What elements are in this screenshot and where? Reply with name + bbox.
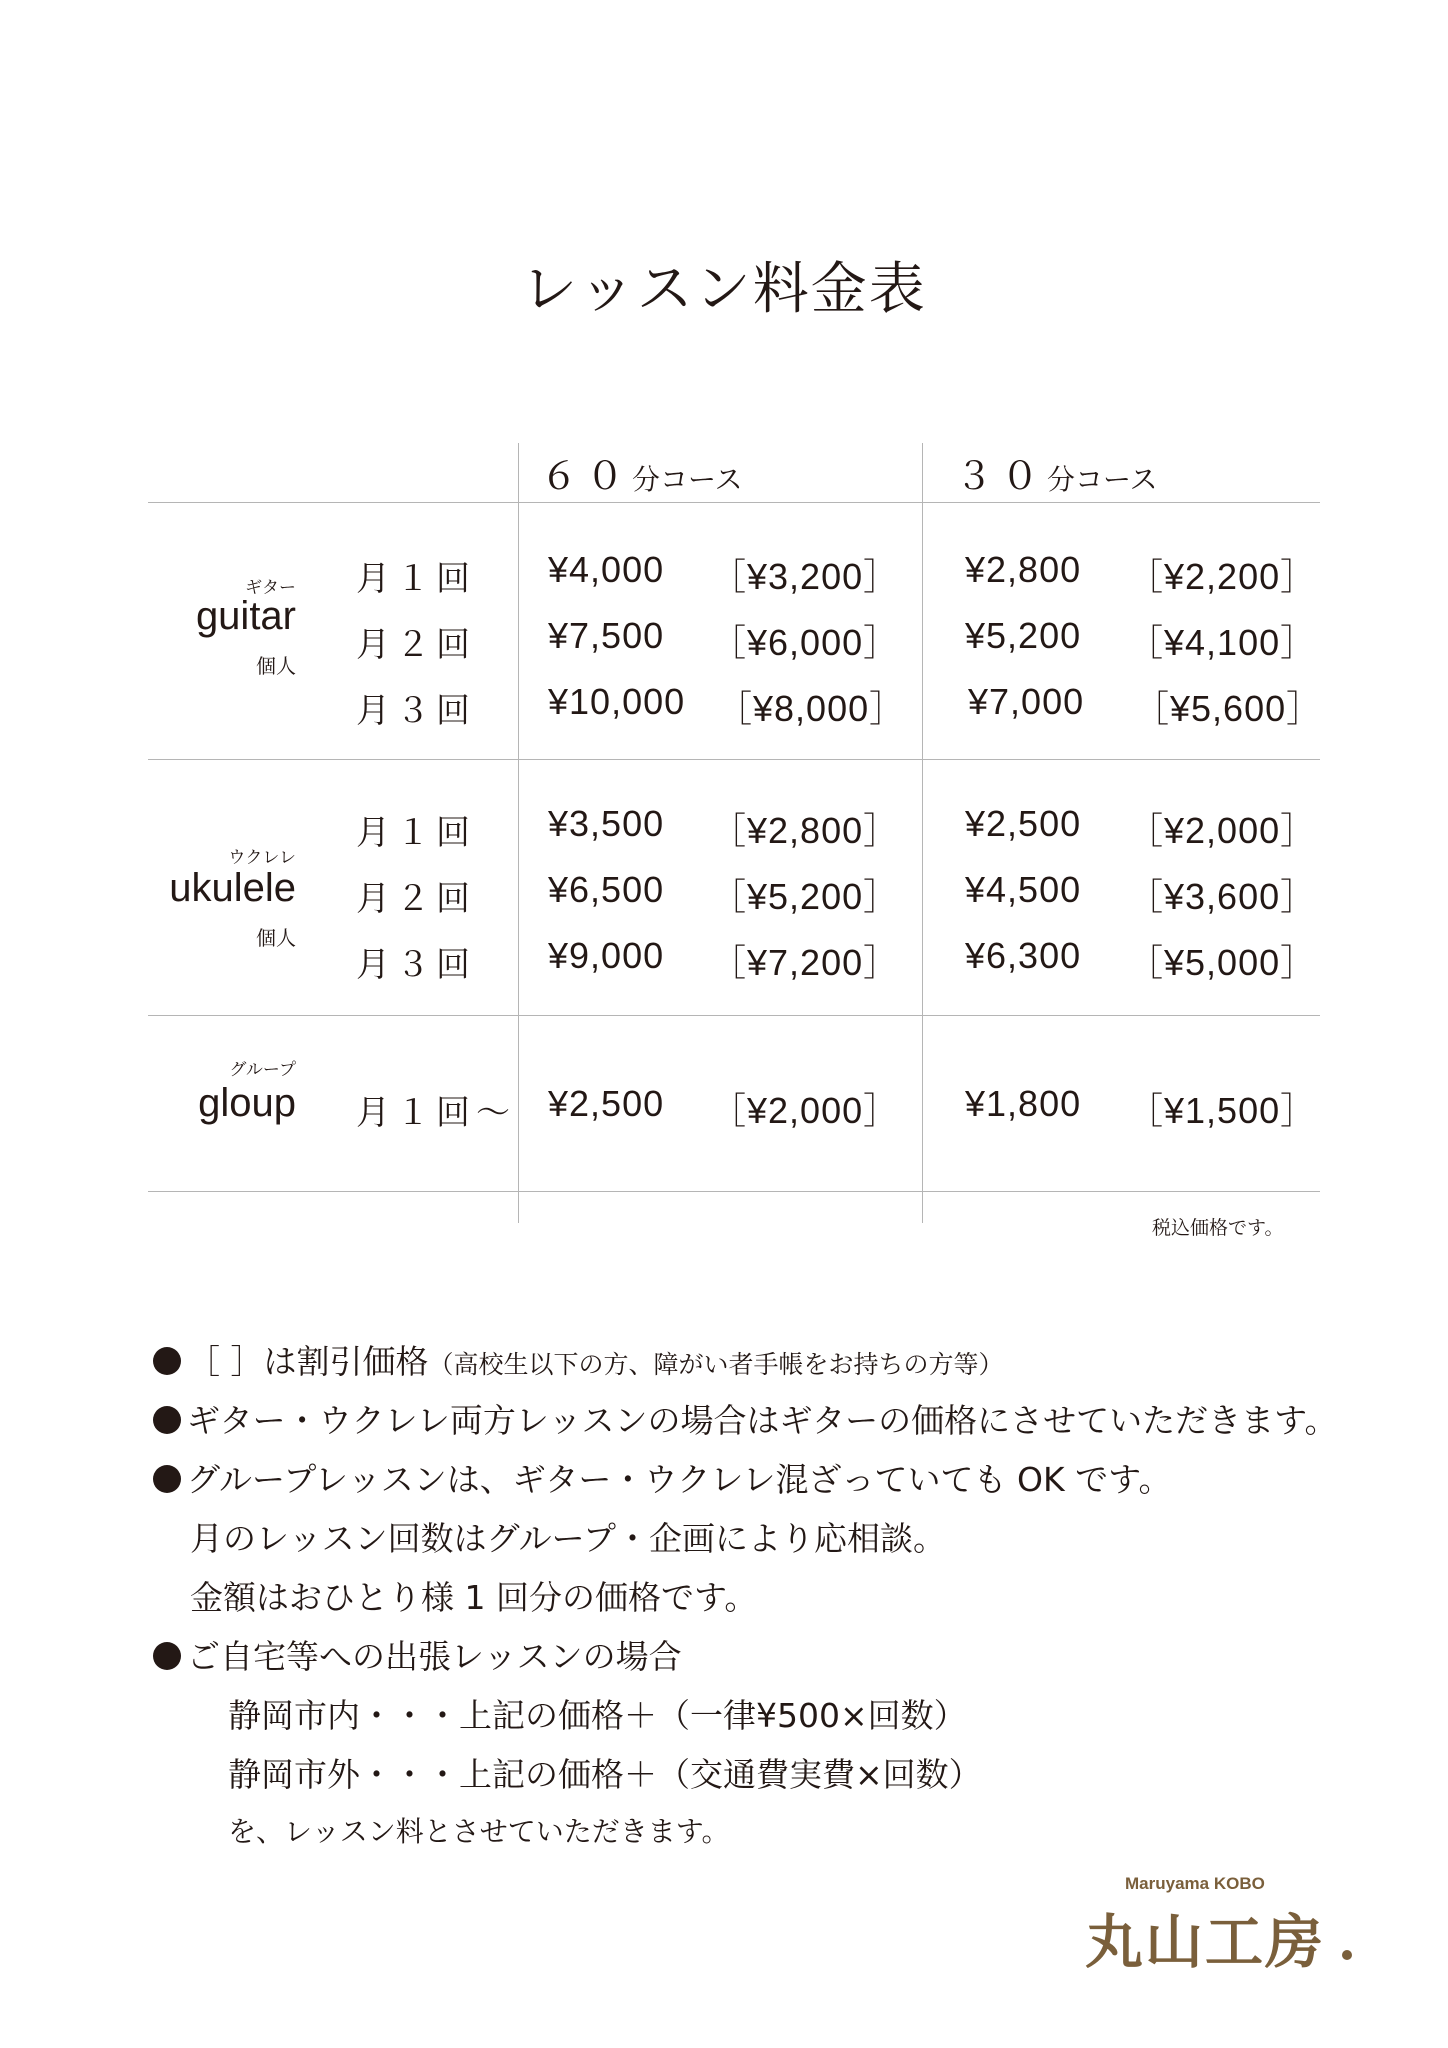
guitar-individual-label: 個人 [256,654,296,678]
note-group-lesson-text: グループレッスンは、ギター・ウクレレ混ざっていても OK です。 [187,1460,1172,1499]
note-discount [153,1336,1004,1383]
guitar-1-price-30: ¥2,800 [965,549,1082,590]
guitar-1-discount-60: ［¥3,200］ [710,556,901,597]
group-discount-30: ［¥1,500］ [1127,1090,1318,1131]
ukulele-freq-2: 月２回 [356,879,476,919]
note-home-visit-outside-city: 静岡市外・・・上記の価格＋（交通費実費×回数） [228,1755,982,1794]
guitar-2-discount-30: ［¥4,100］ [1127,622,1318,663]
table-rule-bottom [148,1191,1320,1192]
note-home-visit-closing: を、レッスン料とさせていただきます。 [228,1815,730,1848]
note-discount-detail: （高校生以下の方、障がい者手帳をお持ちの方等） [428,1350,1004,1379]
guitar-2-discount-60: ［¥6,000］ [710,622,901,663]
logo-dot [1342,1950,1352,1960]
ukulele-3-price-30: ¥6,300 [965,935,1082,976]
column-header-60min [540,445,743,500]
ukulele-3-discount-60: ［¥7,200］ [710,942,901,983]
guitar-1-price-60: ¥4,000 [548,549,665,590]
ukulele-freq-3: 月３回 [356,945,476,985]
bullet-icon [153,1465,181,1493]
ukulele-2-discount-30: ［¥3,600］ [1127,876,1318,917]
column-header-30min [955,445,1158,500]
guitar-ruby: ギター [245,578,296,598]
bullet-icon [153,1347,181,1375]
group-price-30: ¥1,800 [965,1083,1082,1124]
ukulele-freq-1: 月１回 [356,813,476,853]
bullet-icon [153,1642,181,1670]
note-both-instruments-text: ギター・ウクレレ両方レッスンの場合はギターの価格にさせていただきます。 [187,1401,1338,1440]
guitar-3-discount-30: ［¥5,600］ [1133,688,1324,729]
guitar-label: guitar [195,594,296,638]
guitar-freq-3: 月３回 [356,691,476,731]
column-header-60min-label: 分コース [632,463,743,496]
column-header-30min-number: ３０ [955,454,1048,498]
table-rule-ukulele [148,1015,1320,1016]
ukulele-2-price-60: ¥6,500 [548,869,665,910]
ukulele-ruby: ウクレレ [228,848,296,868]
column-header-30min-label: 分コース [1047,463,1158,496]
note-home-visit-inside-city: 静岡市内・・・上記の価格＋（一律¥500×回数） [228,1696,967,1735]
ukulele-2-price-30: ¥4,500 [965,869,1082,910]
note-home-visit-text: ご自宅等への出張レッスンの場合 [187,1637,682,1676]
note-group-lesson-line2: 月のレッスン回数はグループ・企画により応相談。 [190,1519,947,1558]
group-label: gloup [198,1081,296,1125]
group-discount-60: ［¥2,000］ [710,1090,901,1131]
page-title: レッスン料金表 [521,257,927,322]
table-divider-right [922,443,923,1223]
table-divider-left [518,443,519,1223]
column-header-60min-number: ６０ [540,454,633,498]
note-group-lesson [153,1454,1172,1501]
guitar-2-price-60: ¥7,500 [548,615,665,656]
ukulele-label: ukulele [169,866,296,910]
ukulele-3-price-60: ¥9,000 [548,935,665,976]
guitar-3-price-60: ¥10,000 [548,681,686,722]
bullet-icon [153,1406,181,1434]
table-rule-header [148,502,1320,503]
ukulele-1-discount-60: ［¥2,800］ [710,810,901,851]
ukulele-1-discount-30: ［¥2,000］ [1127,810,1318,851]
ukulele-1-price-60: ¥3,500 [548,803,665,844]
guitar-freq-1: 月１回 [356,559,476,599]
logo-text-jp: 丸山工房 [1085,1908,1326,1976]
guitar-3-discount-60: ［¥8,000］ [716,688,907,729]
ukulele-3-discount-30: ［¥5,000］ [1127,942,1318,983]
tax-included-note: 税込価格です。 [1152,1217,1284,1239]
guitar-1-discount-30: ［¥2,200］ [1127,556,1318,597]
guitar-2-price-30: ¥5,200 [965,615,1082,656]
logo-text-en: Maruyama KOBO [1125,1874,1265,1893]
guitar-3-price-30: ¥7,000 [968,681,1085,722]
ukulele-2-discount-60: ［¥5,200］ [710,876,901,917]
ukulele-individual-label: 個人 [256,926,296,950]
table-rule-guitar [148,759,1320,760]
note-both-instruments [153,1395,1338,1442]
group-price-60: ¥2,500 [548,1083,665,1124]
group-freq-1: 月１回〜 [356,1093,516,1133]
note-group-lesson-line3: 金額はおひとり様 1 回分の価格です。 [190,1578,758,1617]
note-discount-text: ［ ］は割引価格 [187,1342,429,1381]
guitar-freq-2: 月２回 [356,625,476,665]
group-ruby: グループ [229,1060,296,1080]
note-home-visit [153,1631,682,1678]
ukulele-1-price-30: ¥2,500 [965,803,1082,844]
